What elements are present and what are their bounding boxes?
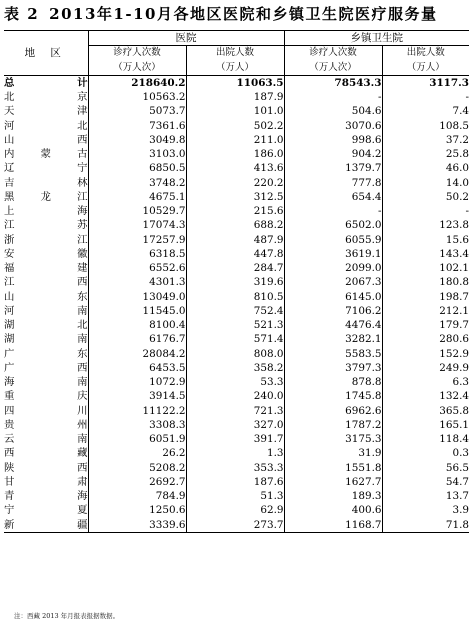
township-visits-cell: 1787.2 — [284, 418, 382, 432]
region-cell: 总计 — [4, 76, 88, 89]
township-visits-header: 诊疗人次数 （万人次） — [284, 46, 382, 76]
table-row — [4, 275, 469, 289]
hospital-visits-cell: 4675.1 — [88, 190, 186, 204]
hospital-visits-header: 诊疗人次数 （万人次） — [88, 46, 186, 76]
hospital-discharge-cell: 187.9 — [186, 90, 284, 104]
hospital-discharge-cell: 186.0 — [186, 147, 284, 161]
township-visits-cell: 6962.6 — [284, 404, 382, 418]
region-cell: 辽宁 — [4, 162, 88, 175]
hospital-visits-cell: 2692.7 — [88, 475, 186, 489]
hospital-visits-cell: 784.9 — [88, 489, 186, 503]
hospital-discharge-cell: 53.3 — [186, 375, 284, 389]
township-discharge-cell: 3.9 — [452, 504, 469, 517]
hospital-discharge-cell: 808.0 — [186, 347, 284, 361]
township-visits-cell: 3282.1 — [284, 332, 382, 346]
township-discharge-cell: 0.3 — [452, 447, 469, 460]
hospital-discharge-cell: 284.7 — [186, 261, 284, 275]
hospital-discharge-cell: 240.0 — [186, 389, 284, 403]
township-discharge-cell: 46.0 — [445, 162, 469, 175]
region-cell: 天津 — [4, 105, 88, 118]
hospital-discharge-cell: 1.3 — [186, 446, 284, 460]
township-discharge-cell: 7.4 — [452, 105, 469, 118]
table-title — [4, 2, 469, 24]
township-visits-cell: 1168.7 — [284, 518, 382, 533]
hospital-discharge-cell: 319.6 — [186, 275, 284, 289]
medical-service-table — [4, 30, 469, 533]
township-discharge-cell: 179.7 — [439, 319, 469, 331]
hospital-discharge-cell: 187.6 — [186, 475, 284, 489]
township-visits-cell: 1551.8 — [284, 461, 382, 475]
hospital-visits-cell: 5073.7 — [88, 104, 186, 118]
table-row — [4, 218, 469, 232]
table-row — [4, 133, 469, 147]
township-discharge-cell: 108.5 — [439, 119, 469, 132]
region-cell: 江西 — [4, 276, 88, 289]
township-visits-cell: 3175.3 — [284, 432, 382, 446]
region-cell: 广东 — [4, 347, 88, 360]
township-visits-cell: 3797.3 — [284, 361, 382, 375]
township-visits-cell: 504.6 — [284, 104, 382, 118]
township-discharge-cell: 71.8 — [382, 518, 469, 533]
table-title-text: 2013年1-10月各地区医院和乡镇卫生院医疗服务量 — [49, 4, 438, 23]
township-discharge-cell: 37.2 — [445, 133, 469, 146]
table-row — [4, 290, 469, 304]
township-discharge-cell: 54.7 — [445, 475, 469, 488]
hospital-visits-cell: 6318.5 — [88, 247, 186, 261]
hospital-visits-cell: 3308.3 — [88, 418, 186, 432]
hospital-discharge-cell: 11063.5 — [186, 75, 284, 90]
hospital-discharge-cell: 810.5 — [186, 290, 284, 304]
township-visits-cell: 904.2 — [284, 147, 382, 161]
hospital-discharge-cell: 215.6 — [186, 204, 284, 218]
table-row — [4, 432, 469, 446]
township-discharge-cell: 165.1 — [439, 418, 469, 431]
region-cell: 湖北 — [4, 319, 88, 331]
hospital-visits-cell: 28084.2 — [88, 347, 186, 361]
township-visits-cell: - — [284, 90, 382, 104]
region-cell: 浙江 — [4, 233, 88, 246]
township-visits-cell: 654.4 — [284, 190, 382, 204]
township-visits-cell: 3070.6 — [284, 119, 382, 133]
footnote: 注：西藏 2013 年月报表报据数据。 — [14, 612, 120, 620]
region-cell: 河北 — [4, 119, 88, 132]
region-cell: 安徽 — [4, 247, 88, 260]
table-row — [4, 361, 469, 375]
region-cell: 山西 — [4, 133, 88, 146]
region-cell: 黑龙江 — [4, 190, 88, 203]
hospital-discharge-cell: 487.9 — [186, 233, 284, 247]
region-cell: 海南 — [4, 376, 88, 388]
township-discharge-cell: 3117.3 — [429, 76, 469, 89]
township-discharge-cell: 102.1 — [439, 262, 469, 274]
hospital-visits-cell: 11545.0 — [88, 304, 186, 318]
hospital-visits-cell: 11122.2 — [88, 404, 186, 418]
township-visits-cell: 7106.2 — [284, 304, 382, 318]
hospital-discharge-cell: 721.3 — [186, 404, 284, 418]
hospital-visits-cell: 6176.7 — [88, 332, 186, 346]
hospital-discharge-cell: 413.6 — [186, 161, 284, 175]
township-group-header: 乡镇卫生院 — [284, 31, 469, 46]
hospital-discharge-cell: 447.8 — [186, 247, 284, 261]
hospital-group-header: 医院 — [88, 31, 284, 46]
table-row — [4, 332, 469, 346]
hospital-discharge-cell: 51.3 — [186, 489, 284, 503]
table-row — [4, 90, 469, 104]
hospital-discharge-cell: 273.7 — [186, 518, 284, 533]
region-cell: 新疆 — [4, 518, 88, 531]
hospital-visits-cell: 5208.2 — [88, 461, 186, 475]
region-cell: 贵州 — [4, 418, 88, 431]
township-discharge-cell: 118.4 — [439, 433, 469, 445]
hospital-visits-cell: 10563.2 — [88, 90, 186, 104]
township-visits-cell: 4476.4 — [284, 318, 382, 332]
township-discharge-cell: 56.5 — [445, 461, 469, 474]
township-visits-cell: 6145.0 — [284, 290, 382, 304]
region-cell: 重庆 — [4, 390, 88, 403]
table-row — [4, 318, 469, 332]
hospital-visits-cell: 6552.6 — [88, 261, 186, 275]
hospital-discharge-cell: 391.7 — [186, 432, 284, 446]
township-visits-cell: 31.9 — [284, 446, 382, 460]
township-discharge-cell: 212.1 — [439, 304, 469, 317]
hospital-discharge-cell: 312.5 — [186, 190, 284, 204]
table-row — [4, 518, 469, 533]
table-row — [4, 404, 469, 418]
hospital-visits-cell: 3914.5 — [88, 389, 186, 403]
hospital-discharge-header: 出院人数 （万人） — [186, 46, 284, 76]
table-number: 表 2 — [4, 4, 40, 23]
hospital-visits-cell: 3103.0 — [88, 147, 186, 161]
township-discharge-cell: 6.3 — [452, 376, 469, 388]
hospital-visits-cell: 218640.2 — [88, 75, 186, 90]
hospital-discharge-cell: 327.0 — [186, 418, 284, 432]
hospital-visits-cell: 8100.4 — [88, 318, 186, 332]
region-cell: 广西 — [4, 361, 88, 374]
table-row — [4, 347, 469, 361]
hospital-visits-cell: 7361.6 — [88, 119, 186, 133]
table-row — [4, 119, 469, 133]
table-row — [4, 475, 469, 489]
table-row — [4, 503, 469, 517]
township-visits-cell: 777.8 — [284, 176, 382, 190]
township-discharge-cell: - — [465, 91, 469, 103]
table-row — [4, 304, 469, 318]
township-visits-cell: 189.3 — [284, 489, 382, 503]
township-visits-cell: 2067.3 — [284, 275, 382, 289]
region-cell: 山东 — [4, 290, 88, 303]
region-cell: 北京 — [4, 91, 88, 103]
hospital-discharge-cell: 62.9 — [186, 503, 284, 517]
township-visits-cell: 6055.9 — [284, 233, 382, 247]
township-visits-cell: 400.6 — [284, 503, 382, 517]
township-visits-cell: 998.6 — [284, 133, 382, 147]
table-row — [4, 104, 469, 118]
table-row — [4, 418, 469, 432]
region-cell: 云南 — [4, 433, 88, 445]
township-visits-cell: 1745.8 — [284, 389, 382, 403]
township-discharge-cell: 180.8 — [439, 276, 469, 289]
hospital-visits-cell: 6850.5 — [88, 161, 186, 175]
hospital-visits-cell: 1250.6 — [88, 503, 186, 517]
region-cell: 宁夏 — [4, 504, 88, 517]
township-discharge-cell: 13.7 — [445, 490, 469, 502]
hospital-visits-cell: 26.2 — [88, 446, 186, 460]
region-cell: 陕西 — [4, 461, 88, 474]
hospital-discharge-cell: 752.4 — [186, 304, 284, 318]
township-discharge-cell: 249.9 — [439, 361, 469, 374]
township-discharge-cell: 152.9 — [439, 347, 469, 360]
township-discharge-cell: 25.8 — [445, 148, 469, 160]
hospital-discharge-cell: 101.0 — [186, 104, 284, 118]
region-cell: 青海 — [4, 490, 88, 502]
region-cell: 河南 — [4, 304, 88, 317]
hospital-discharge-cell: 502.2 — [186, 119, 284, 133]
township-discharge-cell: 280.6 — [439, 333, 469, 346]
table-row — [4, 176, 469, 190]
township-discharge-cell: 15.6 — [445, 233, 469, 246]
hospital-visits-cell: 10529.7 — [88, 204, 186, 218]
hospital-discharge-cell: 211.0 — [186, 133, 284, 147]
hospital-discharge-cell: 353.3 — [186, 461, 284, 475]
region-cell: 湖南 — [4, 333, 88, 346]
hospital-visits-cell: 13049.0 — [88, 290, 186, 304]
township-visits-cell: 878.8 — [284, 375, 382, 389]
region-cell: 福建 — [4, 262, 88, 274]
township-discharge-cell: 143.4 — [439, 247, 469, 260]
township-discharge-cell: 365.8 — [439, 404, 469, 417]
hospital-visits-cell: 1072.9 — [88, 375, 186, 389]
region-cell: 内蒙古 — [4, 148, 88, 160]
table-row — [4, 161, 469, 175]
township-visits-cell: - — [284, 204, 382, 218]
table-row — [4, 446, 469, 460]
table-row — [4, 489, 469, 503]
table-row — [4, 461, 469, 475]
hospital-visits-cell: 4301.3 — [88, 275, 186, 289]
hospital-visits-cell: 6051.9 — [88, 432, 186, 446]
township-discharge-cell: - — [465, 205, 469, 217]
township-visits-cell: 2099.0 — [284, 261, 382, 275]
region-cell: 吉林 — [4, 176, 88, 189]
table-row — [4, 147, 469, 161]
township-discharge-header: 出院人数 （万人） — [382, 46, 469, 76]
region-cell: 四川 — [4, 404, 88, 417]
hospital-discharge-cell: 220.2 — [186, 176, 284, 190]
township-visits-cell: 1627.7 — [284, 475, 382, 489]
region-cell: 上海 — [4, 205, 88, 217]
township-visits-cell: 78543.3 — [284, 75, 382, 90]
table-row — [4, 389, 469, 403]
hospital-visits-cell: 3049.8 — [88, 133, 186, 147]
township-discharge-cell: 132.4 — [439, 390, 469, 403]
table-row — [4, 375, 469, 389]
hospital-visits-cell: 6453.5 — [88, 361, 186, 375]
region-cell: 江苏 — [4, 219, 88, 232]
township-discharge-cell: 123.8 — [439, 219, 469, 232]
table-row — [4, 247, 469, 261]
township-visits-cell: 3619.1 — [284, 247, 382, 261]
table-row — [4, 261, 469, 275]
township-visits-cell: 6502.0 — [284, 218, 382, 232]
hospital-discharge-cell: 688.2 — [186, 218, 284, 232]
region-column-header: 地 区 — [4, 31, 88, 76]
hospital-visits-cell: 3339.6 — [88, 518, 186, 533]
township-visits-cell: 1379.7 — [284, 161, 382, 175]
hospital-discharge-cell: 521.3 — [186, 318, 284, 332]
region-cell: 西藏 — [4, 447, 88, 460]
table-row — [4, 190, 469, 204]
hospital-visits-cell: 3748.2 — [88, 176, 186, 190]
township-discharge-cell: 14.0 — [445, 176, 469, 189]
township-visits-cell: 5583.5 — [284, 347, 382, 361]
hospital-visits-cell: 17074.3 — [88, 218, 186, 232]
total-row — [4, 75, 469, 90]
table-row — [4, 204, 469, 218]
region-cell: 甘肃 — [4, 475, 88, 488]
township-discharge-cell: 198.7 — [439, 290, 469, 303]
township-discharge-cell: 50.2 — [445, 190, 469, 203]
table-row — [4, 233, 469, 247]
hospital-discharge-cell: 571.4 — [186, 332, 284, 346]
hospital-discharge-cell: 358.2 — [186, 361, 284, 375]
hospital-visits-cell: 17257.9 — [88, 233, 186, 247]
